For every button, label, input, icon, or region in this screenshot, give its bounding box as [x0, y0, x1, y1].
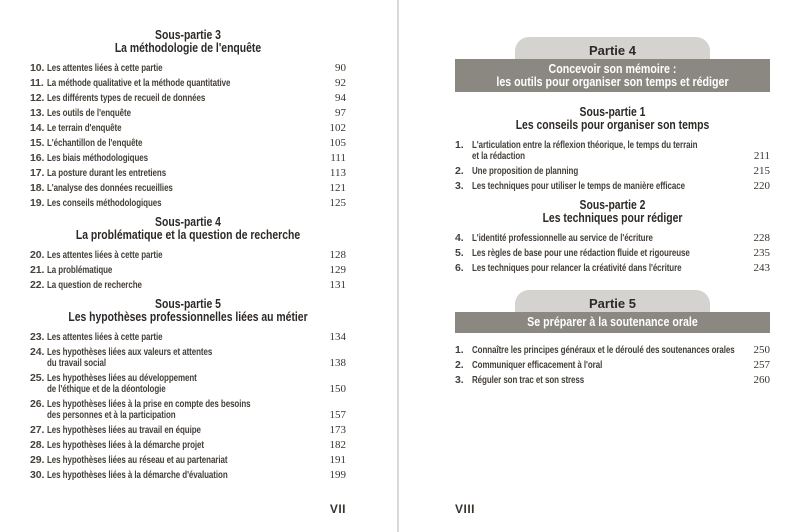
toc-entry-title: Les biais méthodologiques — [47, 152, 148, 164]
toc-entry — [30, 280, 346, 291]
toc-entry-number: 25. — [30, 372, 45, 384]
toc-entry — [30, 455, 346, 466]
subpart-heading-title: La méthodologie de l'enquête — [114, 40, 262, 55]
toc-list-subpart-1 — [455, 140, 770, 192]
toc-entry — [455, 181, 770, 192]
toc-entry — [30, 78, 346, 89]
part-banner-line: les outils pour organiser son temps et rédiger — [496, 73, 729, 89]
toc-entry — [30, 93, 346, 104]
toc-entry-page: 105 — [329, 137, 346, 149]
subpart-heading-title: Les techniques pour rédiger — [542, 210, 683, 225]
toc-entry-page: 131 — [329, 279, 346, 291]
part-banner-line: Concevoir son mémoire : — [548, 61, 677, 76]
toc-entry — [30, 425, 346, 436]
toc-entry-number: 1. — [455, 139, 464, 151]
toc-entry — [455, 248, 770, 259]
toc-entry-title: Les hypothèses liées au travail en équipe — [47, 424, 201, 436]
toc-list-subpart-5 — [30, 332, 346, 481]
toc-entry-page: 211 — [753, 150, 770, 162]
subpart-heading-5 — [30, 297, 346, 323]
folio-left: VII — [329, 502, 346, 516]
toc-entry-title: Les attentes liées à cette partie — [47, 249, 163, 261]
toc-entry-number: 17. — [30, 167, 45, 179]
toc-entry-page: 113 — [329, 167, 346, 179]
toc-entry-title: Les attentes liées à cette partie — [47, 331, 163, 343]
toc-entry-title: La problématique — [47, 264, 113, 276]
toc-entry-page: 94 — [335, 92, 346, 104]
toc-entry-number: 20. — [30, 249, 45, 261]
part-5-banner — [455, 312, 770, 333]
part-4-banner — [455, 59, 770, 92]
toc-list-part-5 — [455, 345, 770, 386]
toc-entry-page: 129 — [329, 264, 346, 276]
toc-entry-number: 1. — [455, 343, 464, 356]
toc-entry-number: 26. — [30, 398, 45, 410]
toc-entry-number: 2. — [455, 358, 464, 371]
part-5-label: Partie 5 — [589, 296, 636, 311]
toc-list-subpart-3 — [30, 63, 346, 209]
page-divider — [397, 0, 399, 532]
toc-list-subpart-2 — [455, 233, 770, 274]
toc-entry-title: Les conseils méthodologiques — [47, 197, 162, 209]
toc-entry-page: 220 — [753, 180, 770, 192]
toc-entry-number: 18. — [30, 182, 45, 194]
toc-entry-number: 12. — [30, 92, 45, 104]
toc-entry-title: Les hypothèses liées au réseau et au partenariat — [47, 454, 228, 466]
toc-entry-title: Les hypothèses liées aux valeurs et attentes du travail social — [47, 346, 213, 369]
toc-entry-page: 138 — [329, 357, 346, 369]
toc-entry — [30, 250, 346, 261]
toc-entry-title: La posture durant les entretiens — [47, 167, 167, 179]
toc-entry-number: 23. — [30, 331, 45, 343]
toc-entry-number: 16. — [30, 152, 45, 164]
toc-entry-title: Les règles de base pour une rédaction fluide et rigoureuse — [472, 247, 690, 259]
toc-entry-title: Connaître les principes généraux et le déroulé des soutenances orales — [472, 343, 735, 356]
toc-entry-number: 4. — [455, 232, 464, 244]
toc-entry — [455, 166, 770, 177]
toc-entry-page: 134 — [329, 331, 346, 343]
toc-entry-page: 257 — [753, 358, 770, 371]
toc-entry-page: 191 — [329, 454, 346, 466]
toc-entry-number: 2. — [455, 165, 464, 177]
toc-entry-title: Les hypothèses liées au développement de l'éthique et de la déontologie — [47, 372, 197, 395]
toc-entry — [455, 233, 770, 244]
toc-entry-page: 125 — [329, 197, 346, 209]
toc-entry-title: L'analyse des données recueillies — [47, 182, 173, 194]
toc-entry-title: Les hypothèses liées à la démarche d'évaluation — [47, 469, 228, 481]
toc-entry-page: 157 — [329, 409, 346, 421]
toc-entry — [30, 440, 346, 451]
toc-entry-page: 250 — [753, 343, 770, 356]
toc-entry-number: 13. — [30, 107, 45, 119]
toc-entry-number: 29. — [30, 454, 45, 466]
toc-entry-number: 5. — [455, 247, 464, 259]
page-left — [30, 0, 346, 532]
toc-entry-page: 235 — [753, 247, 770, 259]
toc-entry-page: 182 — [329, 439, 346, 451]
toc-entry-number: 21. — [30, 264, 45, 276]
toc-entry-title: Les attentes liées à cette partie — [47, 62, 163, 74]
toc-entry — [30, 198, 346, 209]
toc-entry-page: 111 — [330, 152, 346, 164]
subpart-heading-label: Sous-partie 4 — [155, 214, 221, 229]
subpart-heading-label: Sous-partie 5 — [155, 296, 221, 311]
toc-entry-number: 11. — [30, 77, 44, 89]
subpart-heading-title: La problématique et la question de recherche — [75, 227, 301, 242]
subpart-heading-4 — [30, 215, 346, 241]
toc-entry-title: Les outils de l'enquête — [47, 107, 131, 119]
toc-entry — [30, 108, 346, 119]
folio-right: VIII — [455, 502, 476, 516]
toc-entry-page: 102 — [329, 122, 346, 134]
toc-entry — [30, 138, 346, 149]
toc-entry — [455, 140, 770, 162]
toc-entry-title: Communiquer efficacement à l'oral — [472, 358, 603, 371]
part-5-tab — [515, 290, 710, 313]
toc-entry-title: La méthode qualitative et la méthode quantitative — [47, 77, 231, 89]
subpart-heading-title: Les conseils pour organiser son temps — [515, 117, 710, 132]
toc-entry — [30, 168, 346, 179]
toc-entry — [30, 63, 346, 74]
toc-entry-page: 121 — [329, 182, 346, 194]
toc-entry-title: L'articulation entre la réflexion théorique, le temps du terrain et la rédaction — [472, 139, 698, 162]
toc-entry-page: 90 — [335, 62, 346, 74]
part-banner-line: Se préparer à la soutenance orale — [527, 314, 698, 329]
toc-entry-number: 28. — [30, 439, 45, 451]
toc-entry-page: 243 — [753, 262, 770, 274]
toc-entry — [30, 399, 346, 421]
toc-entry-title: Les techniques pour utiliser le temps de manière efficace — [472, 180, 685, 192]
toc-entry-page: 215 — [753, 165, 770, 177]
toc-entry-number: 27. — [30, 424, 45, 436]
toc-entry — [455, 360, 770, 371]
toc-entry-page: 228 — [753, 232, 770, 244]
toc-entry-title: La question de recherche — [47, 279, 142, 291]
toc-entry — [30, 123, 346, 134]
toc-entry-page: 97 — [335, 107, 346, 119]
toc-entry — [30, 153, 346, 164]
toc-entry-number: 24. — [30, 346, 45, 358]
toc-entry-number: 3. — [455, 180, 464, 192]
toc-entry-title: Les techniques pour relancer la créativité dans l'écriture — [472, 262, 682, 274]
subpart-heading-label: Sous-partie 1 — [579, 104, 646, 119]
part-4-tab — [515, 37, 710, 60]
toc-entry — [30, 373, 346, 395]
toc-entry — [30, 332, 346, 343]
toc-entry-number: 3. — [455, 373, 464, 386]
toc-entry-page: 128 — [329, 249, 346, 261]
subpart-heading-label: Sous-partie 2 — [579, 197, 646, 212]
subpart-heading-label: Sous-partie 3 — [155, 27, 221, 42]
subpart-heading-3 — [30, 28, 346, 54]
part-4-label: Partie 4 — [589, 43, 636, 58]
toc-entry-number: 19. — [30, 197, 45, 209]
toc-list-subpart-4 — [30, 250, 346, 291]
toc-entry-title: Les hypothèses liées à la prise en compte des besoins des personnes et à la participation — [47, 398, 251, 421]
toc-entry-number: 22. — [30, 279, 45, 291]
toc-entry-page: 150 — [329, 383, 346, 395]
toc-entry-number: 30. — [30, 469, 45, 481]
toc-entry-title: L'identité professionnelle au service de l'écriture — [472, 232, 653, 244]
toc-entry — [30, 347, 346, 369]
toc-entry — [30, 183, 346, 194]
toc-entry-title: Les différents types de recueil de données — [47, 92, 206, 104]
toc-entry — [455, 345, 770, 356]
toc-entry-title: Réguler son trac et son stress — [472, 373, 585, 386]
toc-entry-title: Le terrain d'enquête — [47, 122, 122, 134]
toc-entry — [30, 470, 346, 481]
subpart-heading-title: Les hypothèses professionnelles liées au métier — [68, 309, 308, 324]
toc-entry-page: 260 — [753, 373, 770, 386]
toc-entry-title: Les hypothèses liées à la démarche projet — [47, 439, 204, 451]
page-right — [455, 0, 770, 532]
toc-entry — [30, 265, 346, 276]
toc-entry-page: 199 — [329, 469, 346, 481]
subpart-heading-1 — [455, 105, 770, 131]
toc-entry-number: 15. — [30, 137, 45, 149]
toc-entry-page: 92 — [335, 77, 346, 89]
subpart-heading-2 — [455, 198, 770, 224]
toc-entry-number: 6. — [455, 262, 464, 274]
toc-entry-number: 14. — [30, 122, 45, 134]
toc-entry-number: 10. — [30, 62, 45, 74]
toc-entry — [455, 263, 770, 274]
toc-entry-title: L'échantillon de l'enquête — [47, 137, 143, 149]
toc-entry — [455, 375, 770, 386]
toc-entry-page: 173 — [329, 424, 346, 436]
toc-entry-title: Une proposition de planning — [472, 165, 579, 177]
